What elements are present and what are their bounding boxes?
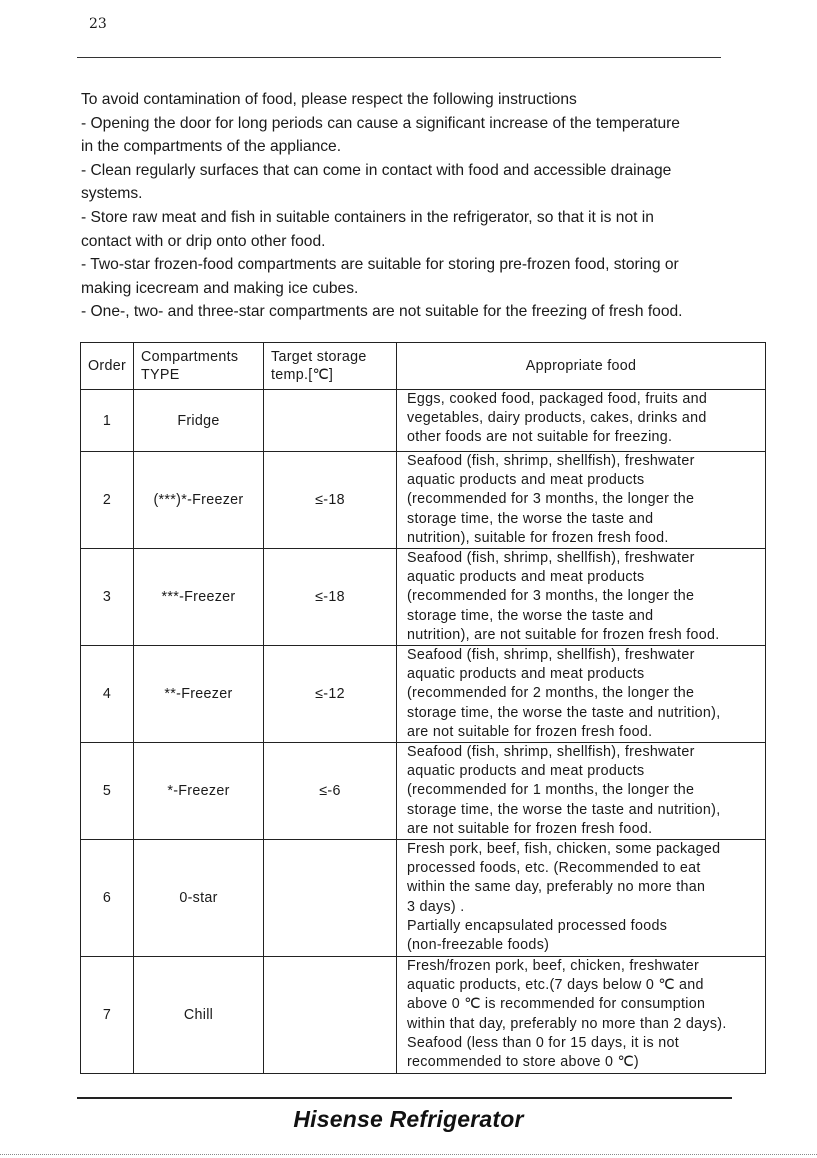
cell-compartment-type: ***-Freezer (134, 549, 264, 646)
cell-compartment-type: (***)*-Freezer (134, 452, 264, 549)
cell-target-temp: ≤-6 (264, 743, 397, 840)
instruction-line: contact with or drip onto other food. (81, 232, 326, 250)
brand-logo-text: Hisense Refrigerator (293, 1106, 524, 1132)
table-row (81, 743, 766, 840)
table-row (81, 452, 766, 549)
instruction-line: making icecream and making ice cubes. (81, 279, 359, 297)
cell-appropriate-food: Seafood (fish, shrimp, shellfish), freshwater aquatic products and meat products (recommended for 1 months, the longer the storage time, the worse the taste and nutrition), are not suitable for frozen fresh food. (397, 743, 766, 840)
cell-compartment-type: **-Freezer (134, 646, 264, 743)
cell-order: 5 (81, 743, 134, 840)
cell-appropriate-food: Seafood (fish, shrimp, shellfish), freshwater aquatic products and meat products (recommended for 2 months, the longer the storage time, the worse the taste and nutrition), are not suitable for frozen fresh food. (397, 646, 766, 743)
instruction-line: in the compartments of the appliance. (81, 138, 342, 156)
page-number: 23 (89, 16, 107, 32)
cell-compartment-type: Fridge (134, 390, 264, 452)
header-rule (77, 57, 721, 58)
cell-appropriate-food: Seafood (fish, shrimp, shellfish), freshwater aquatic products and meat products (recommended for 3 months, the longer the storage time, the worse the taste and nutrition), are not suitable for frozen fresh food. (397, 549, 766, 646)
cell-order: 1 (81, 390, 134, 452)
footer-rule (77, 1097, 732, 1099)
instruction-line: - Two-star frozen-food compartments are suitable for storing pre-frozen food, storing or (81, 256, 679, 274)
instruction-line: - One-, two- and three-star compartments are not suitable for the freezing of fresh food. (81, 303, 683, 321)
instructions-text (81, 88, 751, 324)
cell-target-temp: ≤-18 (264, 452, 397, 549)
instruction-line: - Clean regularly surfaces that can come in contact with food and accessible drainage (81, 161, 672, 179)
table-header-row (81, 343, 766, 390)
header-target-temp: Target storage temp.[℃] (264, 343, 397, 390)
header-order: Order (81, 343, 134, 390)
cell-target-temp (264, 957, 397, 1074)
cell-order: 4 (81, 646, 134, 743)
cell-target-temp (264, 390, 397, 452)
cell-order: 3 (81, 549, 134, 646)
instruction-line: - Opening the door for long periods can cause a significant increase of the temperature (81, 114, 680, 132)
instruction-line: - Store raw meat and fish in suitable containers in the refrigerator, so that it is not in (81, 208, 654, 226)
table-row (81, 840, 766, 957)
cell-compartment-type: 0-star (134, 840, 264, 957)
instruction-line: To avoid contamination of food, please respect the following instructions (81, 91, 577, 108)
header-compartment-type: Compartments TYPE (134, 343, 264, 390)
page-edge-dotted-line (0, 1154, 817, 1155)
cell-order: 6 (81, 840, 134, 957)
compartment-food-table (80, 342, 766, 1074)
header-appropriate-food: Appropriate food (397, 343, 766, 390)
cell-appropriate-food: Fresh pork, beef, fish, chicken, some packaged processed foods, etc. (Recommended to eat within the same day, preferably no more than 3 days) . Partially encapsulated processed foods (non-freezable foods) (397, 840, 766, 957)
table-row (81, 646, 766, 743)
instruction-line: systems. (81, 185, 143, 203)
cell-appropriate-food: Seafood (fish, shrimp, shellfish), freshwater aquatic products and meat products (recommended for 3 months, the longer the storage time, the worse the taste and nutrition), suitable for frozen fresh food. (397, 452, 766, 549)
cell-compartment-type: Chill (134, 957, 264, 1074)
table-row (81, 390, 766, 452)
cell-appropriate-food: Eggs, cooked food, packaged food, fruits and vegetables, dairy products, cakes, drinks and other foods are not suitable for freezing. (397, 390, 766, 452)
cell-appropriate-food: Fresh/frozen pork, beef, chicken, freshwater aquatic products, etc.(7 days below 0 ℃ and above 0 ℃ is recommended for consumption within that day, preferably no more than 2 days). Seafood (less than 0 for 15 days, it is not recommended to store above 0 ℃) (397, 957, 766, 1074)
cell-compartment-type: *-Freezer (134, 743, 264, 840)
table-row (81, 957, 766, 1074)
cell-target-temp (264, 840, 397, 957)
cell-order: 2 (81, 452, 134, 549)
cell-order: 7 (81, 957, 134, 1074)
cell-target-temp: ≤-12 (264, 646, 397, 743)
table-row (81, 549, 766, 646)
cell-target-temp: ≤-18 (264, 549, 397, 646)
